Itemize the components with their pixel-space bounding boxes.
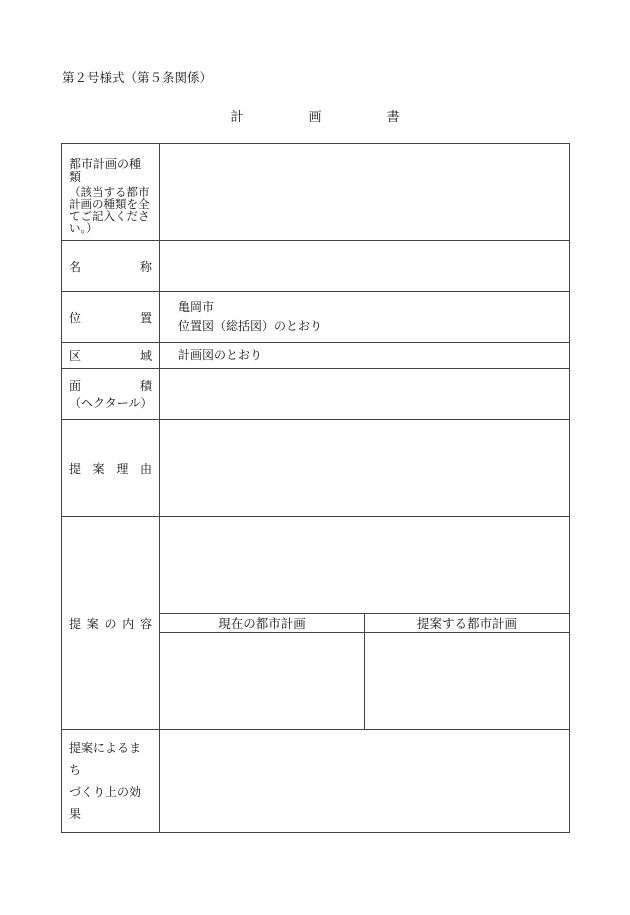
row-plan-type [62,144,570,241]
location-field[interactable] [160,292,570,343]
reason-label-char: 案 [92,461,105,476]
content-label-char: 案 [86,616,99,631]
current-plan-field[interactable] [160,633,365,729]
content-label-char: 内 [122,616,135,631]
current-plan-header: 現在の都市計画 [160,613,365,632]
area-label-char: 面 [69,379,82,393]
location-label-cell [62,292,160,343]
proposed-plan-header: 提案する都市計画 [365,613,570,632]
form-number: 第２号様式（第５条関係） [62,70,213,85]
row-effect [62,730,570,833]
district-field[interactable]: 計画図のとおり [160,343,570,369]
content-label-char: 提 [69,616,82,631]
content-summary-field[interactable] [160,517,569,613]
reason-label-cell [62,420,160,517]
plan-form-table [61,143,570,833]
area-label-char: 積 [139,379,152,393]
plan-type-label-cell [62,144,160,241]
effect-label-cell [62,730,160,833]
content-subtable [160,517,569,729]
row-reason [62,420,570,517]
name-label-char: 称 [139,259,152,274]
reason-label-char: 提 [69,461,82,476]
row-area [62,369,570,420]
area-field[interactable] [160,369,570,420]
district-label-char: 域 [139,349,152,363]
reason-label-char: 由 [139,461,152,476]
location-label-char: 位 [69,310,82,325]
effect-label-line2: づくり上の効果 [69,785,142,821]
location-label-char: 置 [139,310,152,325]
area-label-cell [62,369,160,420]
row-name [62,241,570,292]
content-cell [160,517,570,730]
effect-field[interactable] [160,730,570,833]
name-field[interactable] [160,241,570,292]
row-content [62,517,570,730]
plan-type-field[interactable] [160,144,570,241]
effect-label-line1: 提案によるまち [69,741,142,777]
row-district [62,343,570,369]
area-unit-label: （ヘクタール） [69,396,153,410]
district-label-char: 区 [69,349,82,363]
content-label-char: 容 [139,616,152,631]
content-label-cell [62,517,160,730]
name-label-char: 名 [69,259,82,274]
reason-label-char: 理 [116,461,129,476]
reason-field[interactable] [160,420,570,517]
row-location [62,292,570,343]
proposed-plan-field[interactable] [365,633,570,729]
document-title: 計 画 書 [230,110,426,125]
district-label-cell [62,343,160,369]
plan-type-label: 都市計画の種類 [69,157,142,184]
content-label-char: の [104,616,117,631]
location-value-line1: 亀岡市 [178,300,215,314]
plan-type-note: （該当する都市計画の種類を全てご記入ください。） [69,185,150,235]
name-label-cell [62,241,160,292]
location-value-line2: 位置図（総括図）のとおり [178,319,323,333]
